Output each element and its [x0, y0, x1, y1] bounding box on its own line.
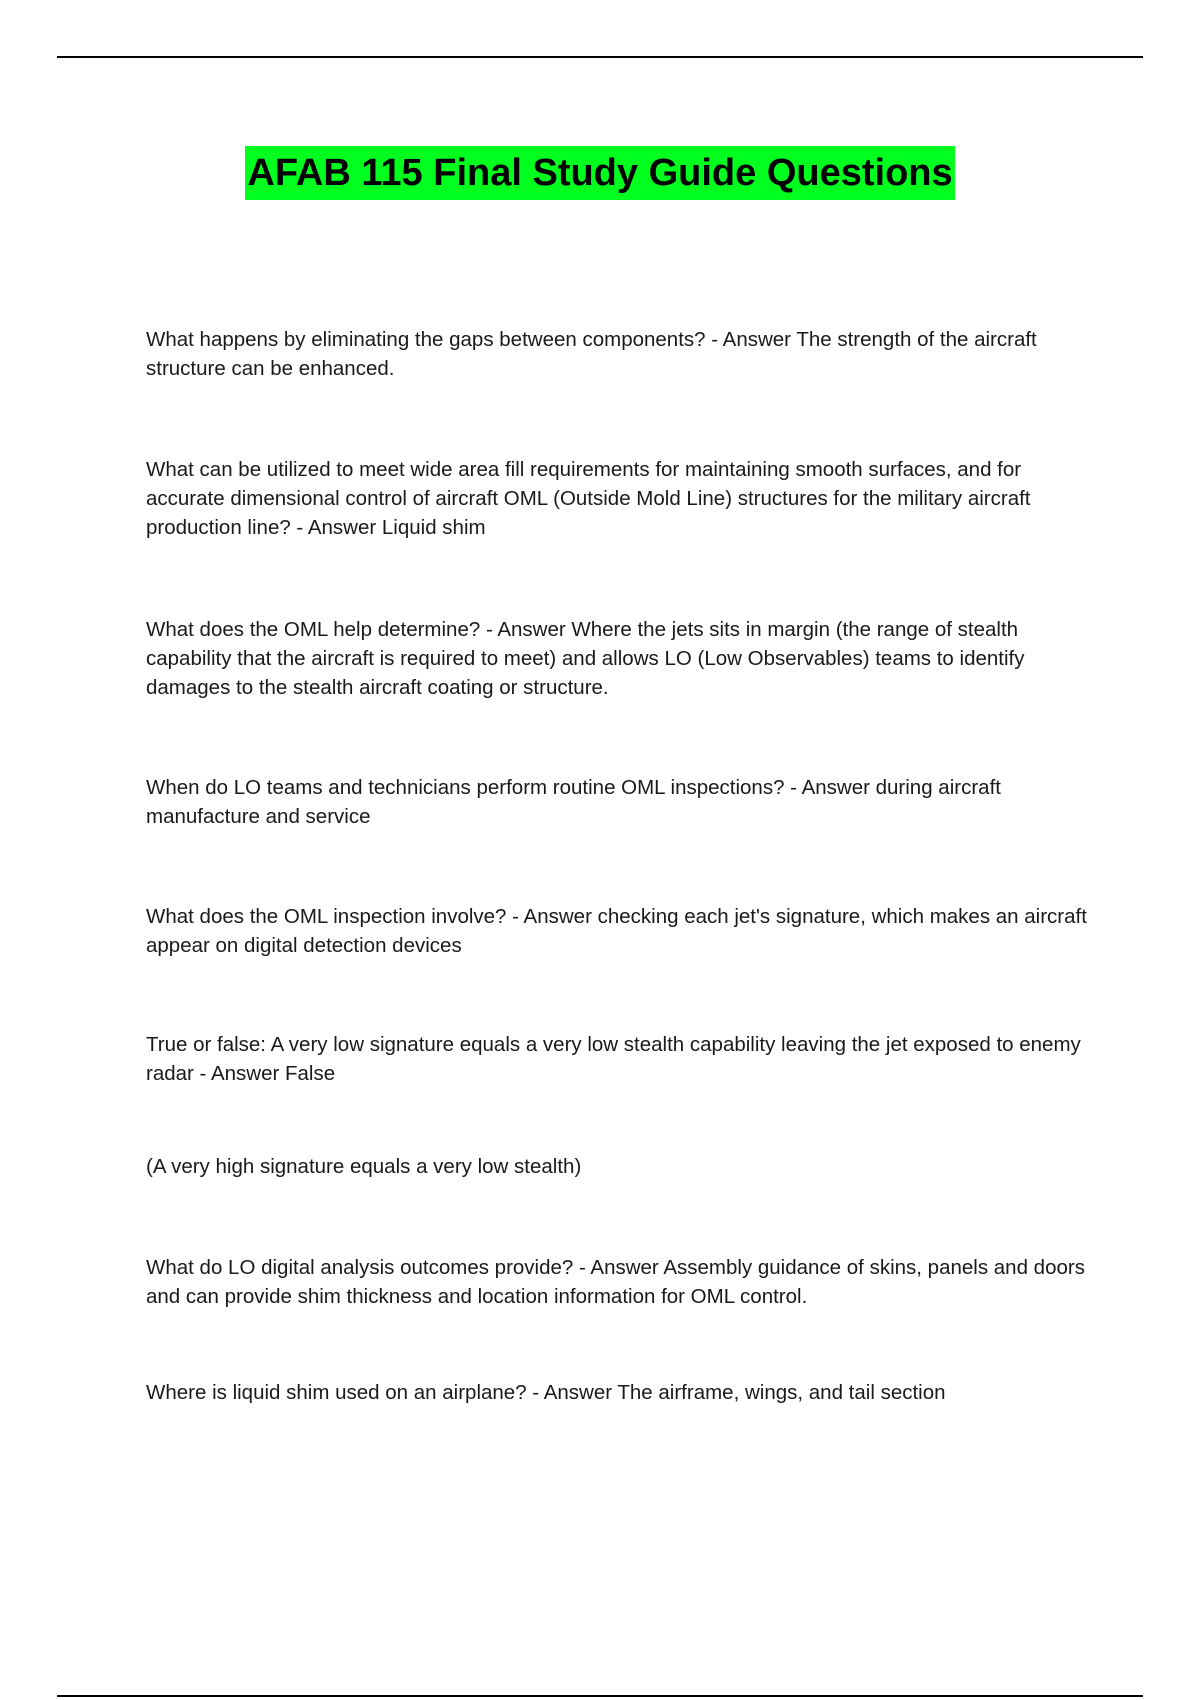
qa-entry-4: When do LO teams and technicians perform routine OML inspections? - Answer during aircraft manufacture and service [146, 776, 1001, 828]
qa-entry-6: True or false: A very low signature equals a very low stealth capability leaving the jet exposed to enemy radar - Answer False [146, 1033, 1081, 1085]
qa-entry-5: What does the OML inspection involve? - Answer checking each jet's signature, which makes an aircraft appear on digital detection devices [146, 905, 1087, 957]
header-rule [57, 56, 1143, 58]
footer-rule [57, 1695, 1143, 1697]
qa-entry-9: Where is liquid shim used on an airplane? - Answer The airframe, wings, and tail section [146, 1381, 946, 1404]
qa-entry-3: What does the OML help determine? - Answer Where the jets sits in margin (the range of stealth capability that the aircraft is required to meet) and allows LO (Low Observables) teams to identify damages to the stealth aircraft coating or structure. [146, 618, 1025, 699]
title-container [0, 146, 1200, 200]
qa-entry-1: What happens by eliminating the gaps between components? - Answer The strength of the aircraft structure can be enhanced. [146, 328, 1037, 380]
qa-entry-8: What do LO digital analysis outcomes provide? - Answer Assembly guidance of skins, panels and doors and can provide shim thickness and location information for OML control. [146, 1256, 1085, 1308]
page-title: AFAB 115 Final Study Guide Questions [245, 146, 954, 200]
qa-entry-7: (A very high signature equals a very low stealth) [146, 1155, 582, 1178]
qa-entry-2: What can be utilized to meet wide area fill requirements for maintaining smooth surfaces, and for accurate dimensional control of aircraft OML (Outside Mold Line) structures for the military aircraft production line? - Answer Liquid shim [146, 458, 1031, 539]
